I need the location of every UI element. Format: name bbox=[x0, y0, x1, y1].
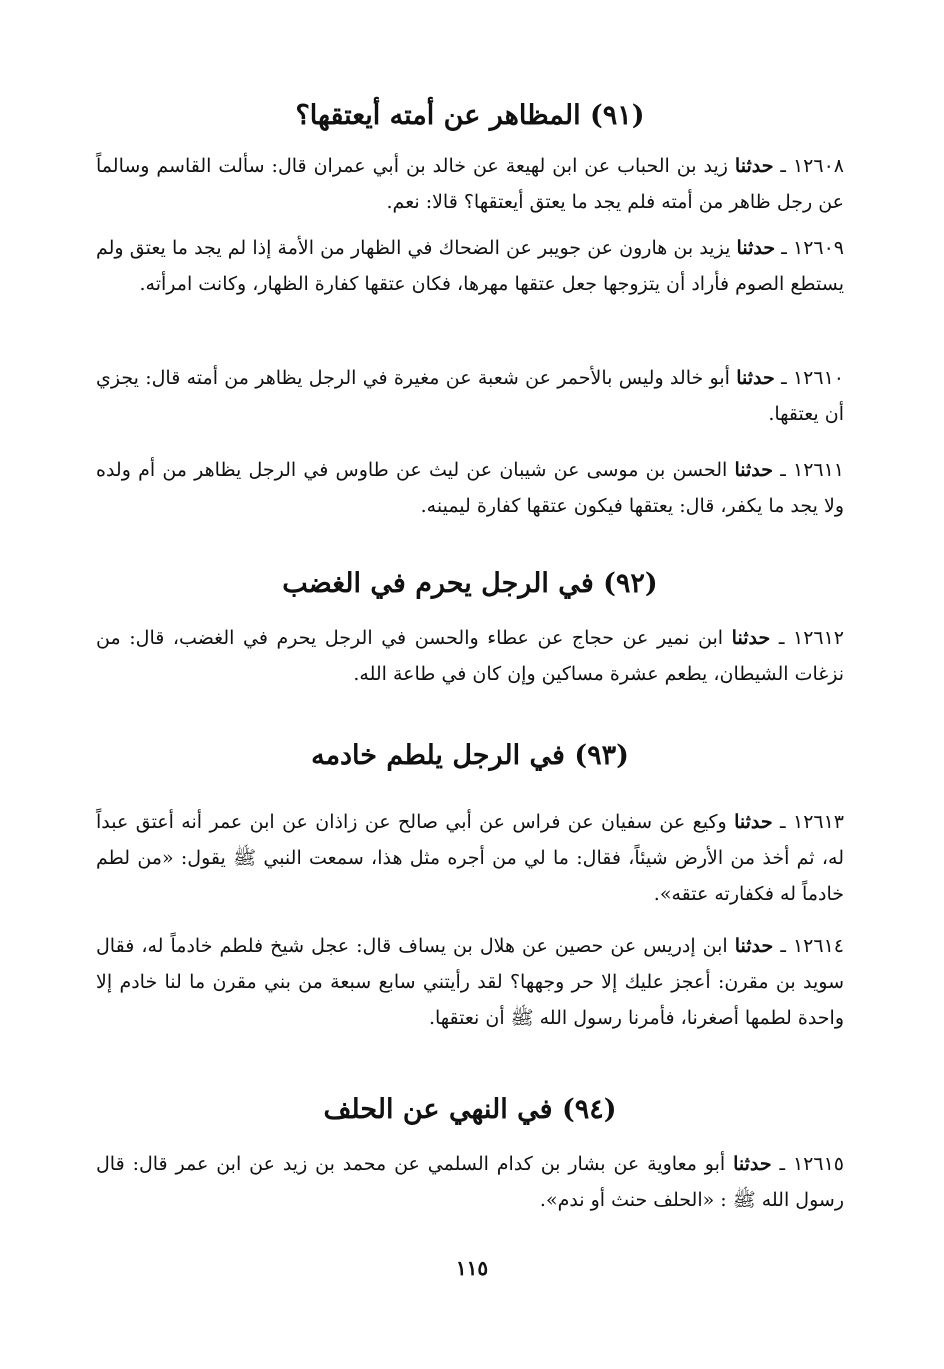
hadith-lead: حدثنا bbox=[733, 1153, 772, 1175]
hadith-paragraph bbox=[96, 452, 844, 524]
section-heading: (٩٢) في الرجل يحرم في الغضب bbox=[282, 568, 658, 599]
hadith-number: ١٢٦١١ ـ bbox=[780, 459, 845, 481]
hadith-text: زيد بن الحباب عن ابن لهيعة عن خالد بن أبي عمران قال: سألت القاسم وسالماً عن رجل ظاهر من أمته فلم يجد ما يعتق أيعتقها؟ قالا: نعم. bbox=[96, 155, 844, 213]
section-heading: (٩٣) في الرجل يلطم خادمه bbox=[311, 740, 629, 771]
section-93 bbox=[96, 736, 844, 776]
hadith-paragraph bbox=[96, 804, 844, 912]
entry-12609 bbox=[96, 230, 844, 302]
hadith-text: أبو خالد وليس بالأحمر عن شعبة عن مغيرة في الرجل يظاهر من أمته قال: يجزي أن يعتقها. bbox=[96, 367, 844, 425]
entry-12612 bbox=[96, 620, 844, 692]
entry-12614 bbox=[96, 928, 844, 1036]
section-91 bbox=[96, 96, 844, 136]
entry-12608 bbox=[96, 148, 844, 220]
hadith-lead: حدثنا bbox=[734, 155, 774, 177]
section-94 bbox=[96, 1090, 844, 1130]
hadith-number: ١٢٦١٠ ـ bbox=[781, 367, 844, 389]
hadith-text: وكيع عن سفيان عن فراس عن أبي صالح عن زاذان عن ابن عمر أنه أعتق عبداً له، ثم أخذ من الأرض شيئاً، فقال: ما لي من أجره مثل هذا، سمعت النبي ﷺ يقول: «من لطم خادماً له فكفارته عتقه». bbox=[96, 811, 844, 905]
hadith-text: الحسن بن موسى عن شيبان عن ليث عن طاوس في الرجل يظاهر من أم ولده ولا يجد ما يكفر، قال: يعتقها فيكون عتقها كفارة ليمينه. bbox=[96, 459, 844, 517]
section-92 bbox=[96, 564, 844, 604]
hadith-paragraph bbox=[96, 620, 844, 692]
hadith-lead: حدثنا bbox=[731, 627, 771, 649]
hadith-number: ١٢٦١٤ ـ bbox=[780, 935, 844, 957]
hadith-paragraph bbox=[96, 148, 844, 220]
section-heading: (٩٤) في النهي عن الحلف bbox=[323, 1094, 617, 1125]
entry-12610 bbox=[96, 360, 844, 432]
hadith-number: ١٢٦٠٨ ـ bbox=[780, 155, 844, 177]
hadith-number: ١٢٦١٣ ـ bbox=[780, 811, 845, 833]
hadith-number: ١٢٦١٥ ـ bbox=[779, 1153, 844, 1175]
hadith-lead: حدثنا bbox=[736, 237, 776, 259]
hadith-text: يزيد بن هارون عن جويبر عن الضحاك في الظهار من الأمة إذا لم يجد ما يعتق ولم يستطع الصوم فأراد أن يتزوجها جعل عتقها مهرها، فكان عتقها كفارة الظهار، وكانت امرأته. bbox=[96, 237, 844, 295]
hadith-text: ابن نمير عن حجاج عن عطاء والحسن في الرجل يحرم في الغضب، قال: من نزغات الشيطان، يطعم عشرة مساكين وإن كان في طاعة الله. bbox=[96, 627, 844, 685]
hadith-lead: حدثنا bbox=[734, 811, 773, 833]
hadith-paragraph bbox=[96, 360, 844, 432]
hadith-paragraph bbox=[96, 230, 844, 302]
hadith-number: ١٢٦١٢ ـ bbox=[778, 627, 845, 649]
hadith-text: أبو معاوية عن بشار بن كدام السلمي عن محمد بن زيد عن ابن عمر قال: قال رسول الله ﷺ : «الحلف حنث أو ندم». bbox=[96, 1153, 844, 1211]
hadith-text: ابن إدريس عن حصين عن هلال بن يساف قال: عجل شيخ فلطم خادماً له، فقال سويد بن مقرن: أعجز عليك إلا حر وجهها؟ لقد رأيتني سابع سبعة من بني مقرن ما لنا خادم إلا واحدة لطمها أصغرنا، فأمرنا رسول الله ﷺ أن نعتقها. bbox=[96, 935, 844, 1029]
hadith-lead: حدثنا bbox=[734, 459, 774, 481]
entry-12611 bbox=[96, 452, 844, 524]
hadith-paragraph bbox=[96, 928, 844, 1036]
section-heading: (٩١) المظاهر عن أمته أيعتقها؟ bbox=[295, 100, 645, 131]
page-number: ١١٥ bbox=[455, 1256, 489, 1280]
hadith-lead: حدثنا bbox=[736, 367, 775, 389]
hadith-lead: حدثنا bbox=[734, 935, 774, 957]
entry-12615 bbox=[96, 1146, 844, 1218]
hadith-number: ١٢٦٠٩ ـ bbox=[781, 237, 845, 259]
entry-12613 bbox=[96, 804, 844, 912]
hadith-paragraph bbox=[96, 1146, 844, 1218]
